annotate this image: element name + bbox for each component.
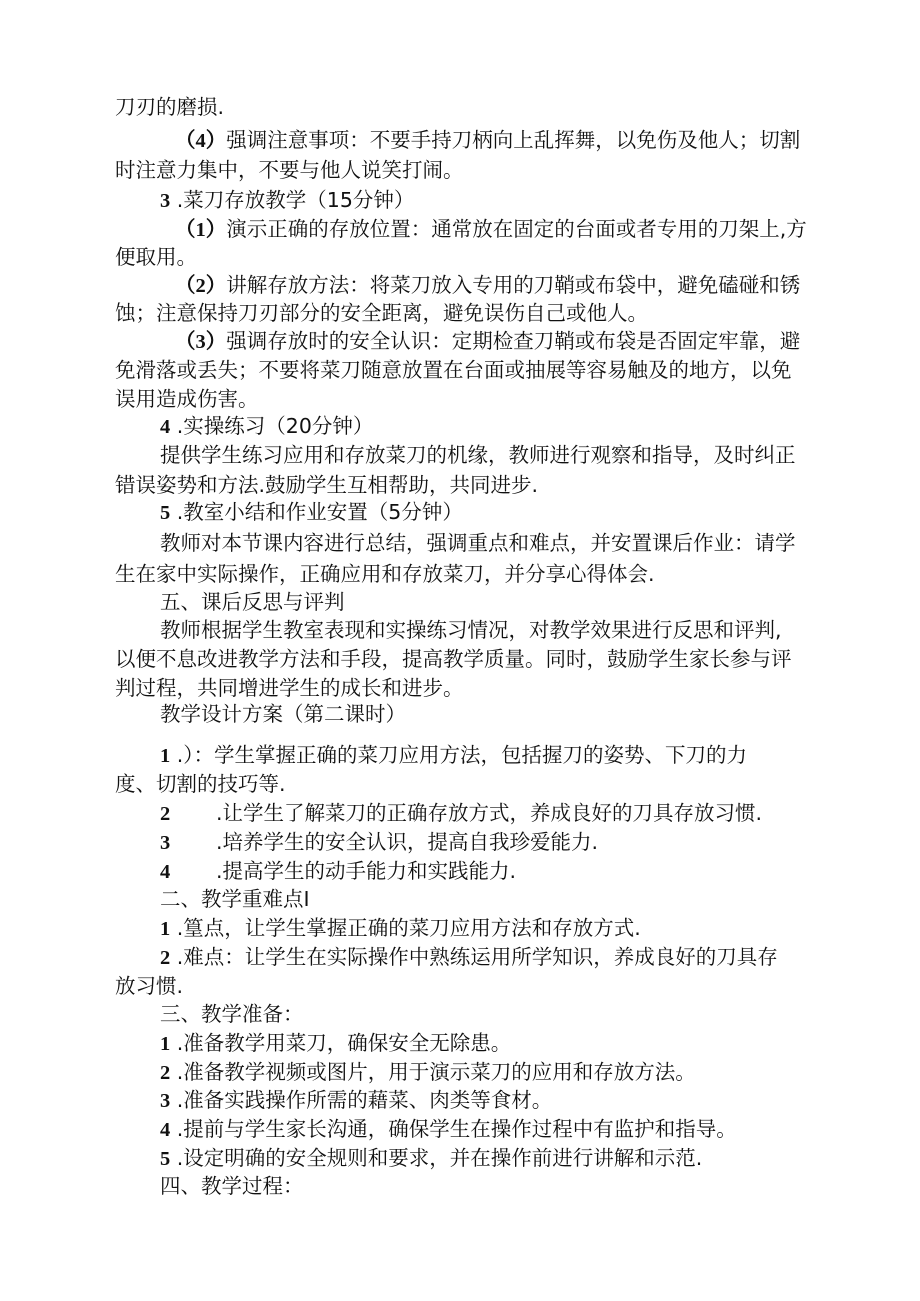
text-line: （1）演示正确的存放位置：通常放在固定的台面或者专用的刀架上,方 xyxy=(175,217,807,241)
text-line: 错误姿势和方法.鼓励学生互相帮助，共同进步. xyxy=(115,473,539,497)
list-item: 3 .准备实践操作所需的藉菜、肉类等食材。 xyxy=(160,1088,553,1112)
section-heading: 二、教学重难点I xyxy=(160,887,310,911)
text-line: 放习惯. xyxy=(115,974,184,998)
text-line: 蚀；注意保持刀刃部分的安全距离，避免误伤自己或他人。 xyxy=(115,301,648,325)
list-item: 4 .提高学生的动手能力和实践能力. xyxy=(160,859,517,883)
section-heading: 教学设计方案（第二课时） xyxy=(160,702,406,726)
section-heading: 三、教学准备： xyxy=(160,1002,304,1026)
text-line: 便取用。 xyxy=(115,245,197,269)
list-item: 2 .让学生了解菜刀的正确存放方式，养成良好的刀具存放习惯. xyxy=(160,801,763,825)
list-item: 1 .准备教学用菜刀，确保安全无除患。 xyxy=(160,1031,512,1055)
text-line: （2）讲解存放方法：将菜刀放入专用的刀鞘或布袋中，避免磕碰和锈 xyxy=(175,273,801,297)
text-line: （3）强调存放时的安全认识：定期检查刀鞘或布袋是否固定牢靠，避 xyxy=(175,329,801,353)
section-heading: 5 .教室小结和作业安置（5分钟） xyxy=(160,500,463,524)
text-line: 教师根据学生教室表现和实操练习情况，对教学效果进行反思和评判, xyxy=(160,618,782,642)
section-heading: 四、教学过程： xyxy=(160,1174,304,1198)
section-heading: 3 .菜刀存放教学（15分钟） xyxy=(160,188,415,212)
text-line: 生在家中实际操作，正确应用和存放菜刀，并分享心得体会. xyxy=(115,562,655,586)
list-item: 2 .难点：让学生在实际操作中熟练运用所学知识，养成良好的刀具存 xyxy=(160,945,778,969)
text-line: 度、切割的技巧等. xyxy=(115,772,286,796)
text-line: 以便不息改进教学方法和手段，提高教学质量。同时，鼓励学生家长参与评 xyxy=(115,647,792,671)
section-heading: 4 .实操练习（20分钟） xyxy=(160,414,374,438)
text-line: 教师对本节课内容进行总结，强调重点和难点，并安置课后作业：请学 xyxy=(160,531,796,555)
list-item: 1 .篁点，让学生掌握正确的菜刀应用方法和存放方式. xyxy=(160,916,641,940)
list-item: 4 .提前与学生家长沟通，确保学生在操作过程中有监护和指导。 xyxy=(160,1117,737,1141)
section-heading: 五、课后反思与评判 xyxy=(160,590,345,614)
text-line: 刀刃的磨损. xyxy=(115,95,225,119)
list-item: 3 .培养学生的安全认识，提高自我珍爱能力. xyxy=(160,830,599,854)
text-line: 提供学生练习应用和存放菜刀的机缘，教师进行观察和指导，及时纠正 xyxy=(160,443,796,467)
text-line: 判过程，共同增进学生的成长和进步。 xyxy=(115,676,464,700)
text-line: 误用造成伤害。 xyxy=(115,387,259,411)
list-item: 5 .设定明确的安全规则和要求，并在操作前进行讲解和示范. xyxy=(160,1146,703,1170)
text-line: 免滑落或丢失；不要将菜刀随意放置在台面或抽展等容易触及的地方，以免 xyxy=(115,358,792,382)
list-item: 1 .）：学生掌握正确的菜刀应用方法，包括握刀的姿势、下刀的力 xyxy=(160,743,748,767)
text-line: （4）强调注意事项：不要手持刀柄向上乱挥舞，以免伤及他人；切割 xyxy=(175,128,801,152)
text-line: 时注意力集中，不要与他人说笑打闹。 xyxy=(115,158,464,182)
list-item: 2 .准备教学视频或图片，用于演示菜刀的应用和存放方法。 xyxy=(160,1060,696,1084)
